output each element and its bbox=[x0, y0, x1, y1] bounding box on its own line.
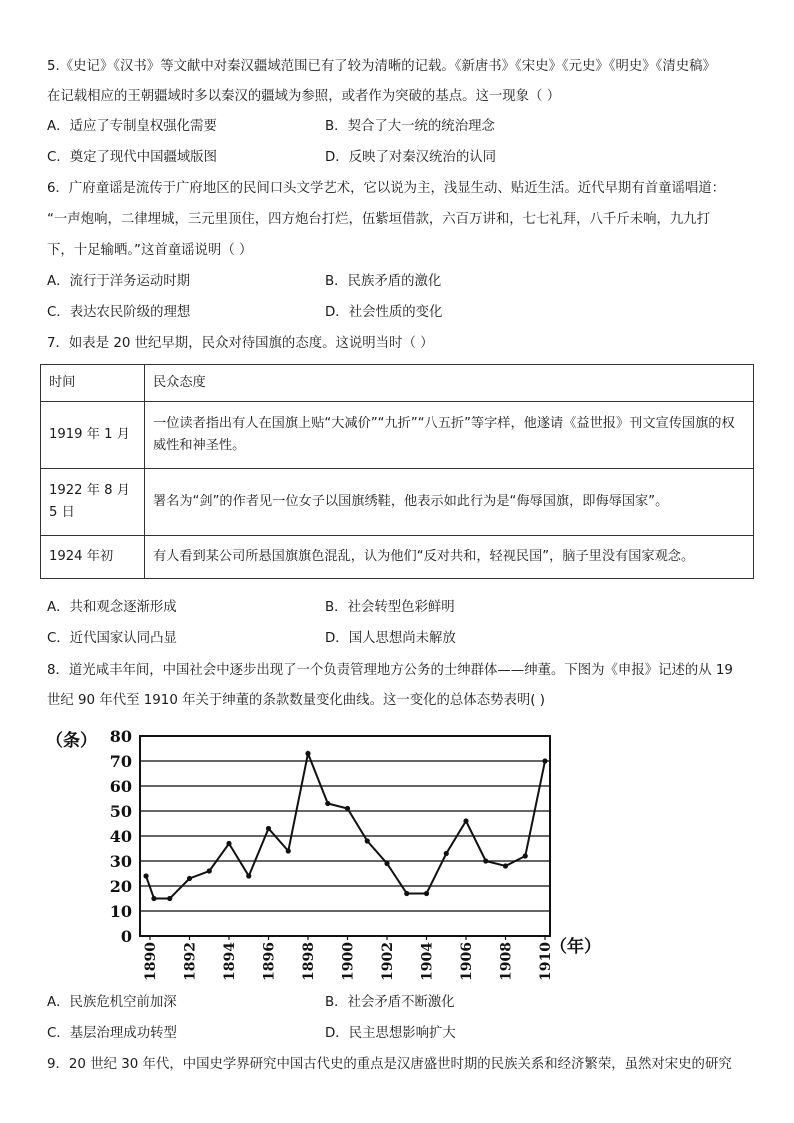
q5-stem-line2: 在记载相应的王朝疆域时多以秦汉的疆域为参照，或者作为突破的基点。这一现象（ ） bbox=[47, 89, 561, 104]
x-tick-label: 1910 bbox=[538, 942, 554, 981]
table-row bbox=[41, 402, 754, 469]
x-tick-label: 1894 bbox=[222, 942, 238, 981]
table-cell-attitude: 一位读者指出有人在国旗上贴“大减价”“九折”“八五折”等字样，他遂请《益世报》刊文宣传国旗的权威性和神圣性。 bbox=[145, 402, 754, 469]
q5-option-d[interactable]: D．反映了对秦汉统治的认同 bbox=[325, 150, 496, 165]
q6-option-c[interactable]: C．表达农民阶级的理想 bbox=[47, 305, 191, 320]
x-tick-label: 1900 bbox=[340, 942, 357, 981]
data-point bbox=[226, 841, 231, 846]
table-cell-time: 1919 年 1 月 bbox=[41, 402, 145, 469]
data-point bbox=[266, 826, 271, 831]
chart-series-line bbox=[146, 754, 545, 899]
y-tick-label: 30 bbox=[109, 852, 132, 871]
q5-option-a[interactable]: A．适应了专制皇权强化需要 bbox=[47, 119, 217, 134]
data-point bbox=[207, 868, 212, 873]
q9-stem-line1: 9．20 世纪 30 年代，中国史学界研究中国古代史的重点是汉唐盛世时期的民族关系和经济繁荣，虽然对宋史的研究 bbox=[47, 1057, 732, 1072]
table-header-attitude: 民众态度 bbox=[145, 365, 754, 402]
q7-option-d[interactable]: D．国人思想尚未解放 bbox=[325, 631, 456, 646]
x-tick-label: 1904 bbox=[419, 942, 436, 981]
shendong-clause-line-chart bbox=[40, 724, 601, 981]
table-row bbox=[41, 536, 754, 579]
data-point bbox=[483, 858, 488, 863]
table-cell-attitude: 有人看到某公司所悬国旗旗色混乱，认为他们“反对共和，轻视民国”，脑子里没有国家观念。 bbox=[145, 536, 754, 579]
q6-option-a[interactable]: A．流行于洋务运动时期 bbox=[47, 274, 191, 289]
chart-x-axis bbox=[143, 936, 554, 981]
q8-option-c[interactable]: C．基层治理成功转型 bbox=[47, 1026, 177, 1041]
data-point bbox=[325, 801, 330, 806]
y-tick-label: 20 bbox=[109, 877, 132, 896]
chart-series-points bbox=[143, 751, 547, 901]
q7-stem: 7．如表是 20 世纪早期，民众对待国旗的态度。这说明当时（ ） bbox=[47, 336, 434, 351]
data-point bbox=[424, 891, 429, 896]
q8-option-b[interactable]: B．社会矛盾不断激化 bbox=[325, 995, 455, 1010]
q8-stem-line1: 8．道光咸丰年间，中国社会中逐步出现了一个负责管理地方公务的士绅群体——绅董。下图为《申报》记述的从 19 bbox=[47, 663, 733, 678]
data-point bbox=[463, 818, 468, 823]
y-tick-label: 80 bbox=[109, 727, 132, 746]
table-cell-time: 1922 年 8 月 5 日 bbox=[41, 469, 145, 536]
q5-option-b[interactable]: B．契合了大一统的统治理念 bbox=[325, 119, 495, 134]
data-point bbox=[365, 838, 370, 843]
data-point bbox=[444, 851, 449, 856]
data-point bbox=[345, 806, 350, 811]
data-point bbox=[187, 876, 192, 881]
chart-x-unit-label: （年） bbox=[550, 937, 601, 957]
y-tick-label: 60 bbox=[109, 777, 132, 796]
y-tick-label: 70 bbox=[109, 752, 132, 771]
data-point bbox=[167, 896, 172, 901]
chart-y-unit-label: （条） bbox=[46, 731, 97, 751]
x-tick-label: 1898 bbox=[301, 942, 317, 981]
y-tick-label: 50 bbox=[109, 802, 132, 821]
chart-grid bbox=[140, 761, 550, 911]
data-point bbox=[523, 853, 528, 858]
q5-stem-line1: 5.《史记》《汉书》等文献中对秦汉疆域范围已有了较为清晰的记载。《新唐书》《宋史》《元史》《明史》《清史稿》 bbox=[47, 59, 716, 74]
table-header-time: 时间 bbox=[41, 365, 145, 402]
y-tick-label: 40 bbox=[109, 827, 132, 846]
q6-stem-line3: 下，十足输晒。”这首童谣说明（ ） bbox=[47, 243, 253, 258]
y-tick-label: 10 bbox=[109, 902, 132, 921]
q8-stem-line2: 世纪 90 年代至 1910 年关于绅董的条款数量变化曲线。这一变化的总体态势表明( ) bbox=[47, 693, 545, 708]
x-tick-label: 1906 bbox=[459, 942, 475, 981]
q7-option-c[interactable]: C．近代国家认同凸显 bbox=[47, 631, 177, 646]
table-row bbox=[41, 469, 754, 536]
q8-option-d[interactable]: D．民主思想影响扩大 bbox=[325, 1026, 456, 1041]
q5-option-c[interactable]: C．奠定了现代中国疆域版图 bbox=[47, 150, 218, 165]
x-tick-label: 1890 bbox=[143, 942, 159, 981]
q6-stem-line2: “一声炮响，二律埋城，三元里顶住，四方炮台打烂，伍紫垣借款，六百万讲和，七七礼拜，八千斤未响，九九打 bbox=[47, 212, 711, 227]
data-point bbox=[143, 873, 148, 878]
data-point bbox=[305, 751, 310, 756]
table-cell-attitude: 署名为“剑”的作者见一位女子以国旗绣鞋，他表示如此行为是“侮辱国旗，即侮辱国家”。 bbox=[145, 469, 754, 536]
data-point bbox=[246, 873, 251, 878]
q8-option-a[interactable]: A．民族危机空前加深 bbox=[47, 995, 177, 1010]
chart-y-axis bbox=[110, 727, 132, 946]
table-cell-time: 1924 年初 bbox=[41, 536, 145, 579]
x-tick-label: 1908 bbox=[498, 942, 515, 981]
attitude-table bbox=[40, 364, 754, 579]
q6-option-b[interactable]: B．民族矛盾的激化 bbox=[325, 274, 442, 289]
q7-option-b[interactable]: B．社会转型色彩鲜明 bbox=[325, 600, 455, 615]
data-point bbox=[286, 848, 291, 853]
x-tick-label: 1896 bbox=[261, 942, 278, 981]
x-tick-label: 1902 bbox=[380, 942, 396, 981]
q7-option-a[interactable]: A．共和观念逐渐形成 bbox=[47, 600, 177, 615]
data-point bbox=[151, 896, 156, 901]
data-point bbox=[404, 891, 409, 896]
table-header-row bbox=[41, 365, 754, 402]
data-point bbox=[542, 758, 547, 763]
data-point bbox=[384, 861, 389, 866]
y-tick-label: 0 bbox=[120, 927, 132, 946]
q6-option-d[interactable]: D．社会性质的变化 bbox=[325, 305, 443, 320]
q6-stem-line1: 6．广府童谣是流传于广府地区的民间口头文学艺术，它以说为主，浅显生动、贴近生活。近代早期有首童谣唱道： bbox=[47, 181, 726, 196]
data-point bbox=[503, 863, 508, 868]
x-tick-label: 1892 bbox=[182, 942, 199, 981]
